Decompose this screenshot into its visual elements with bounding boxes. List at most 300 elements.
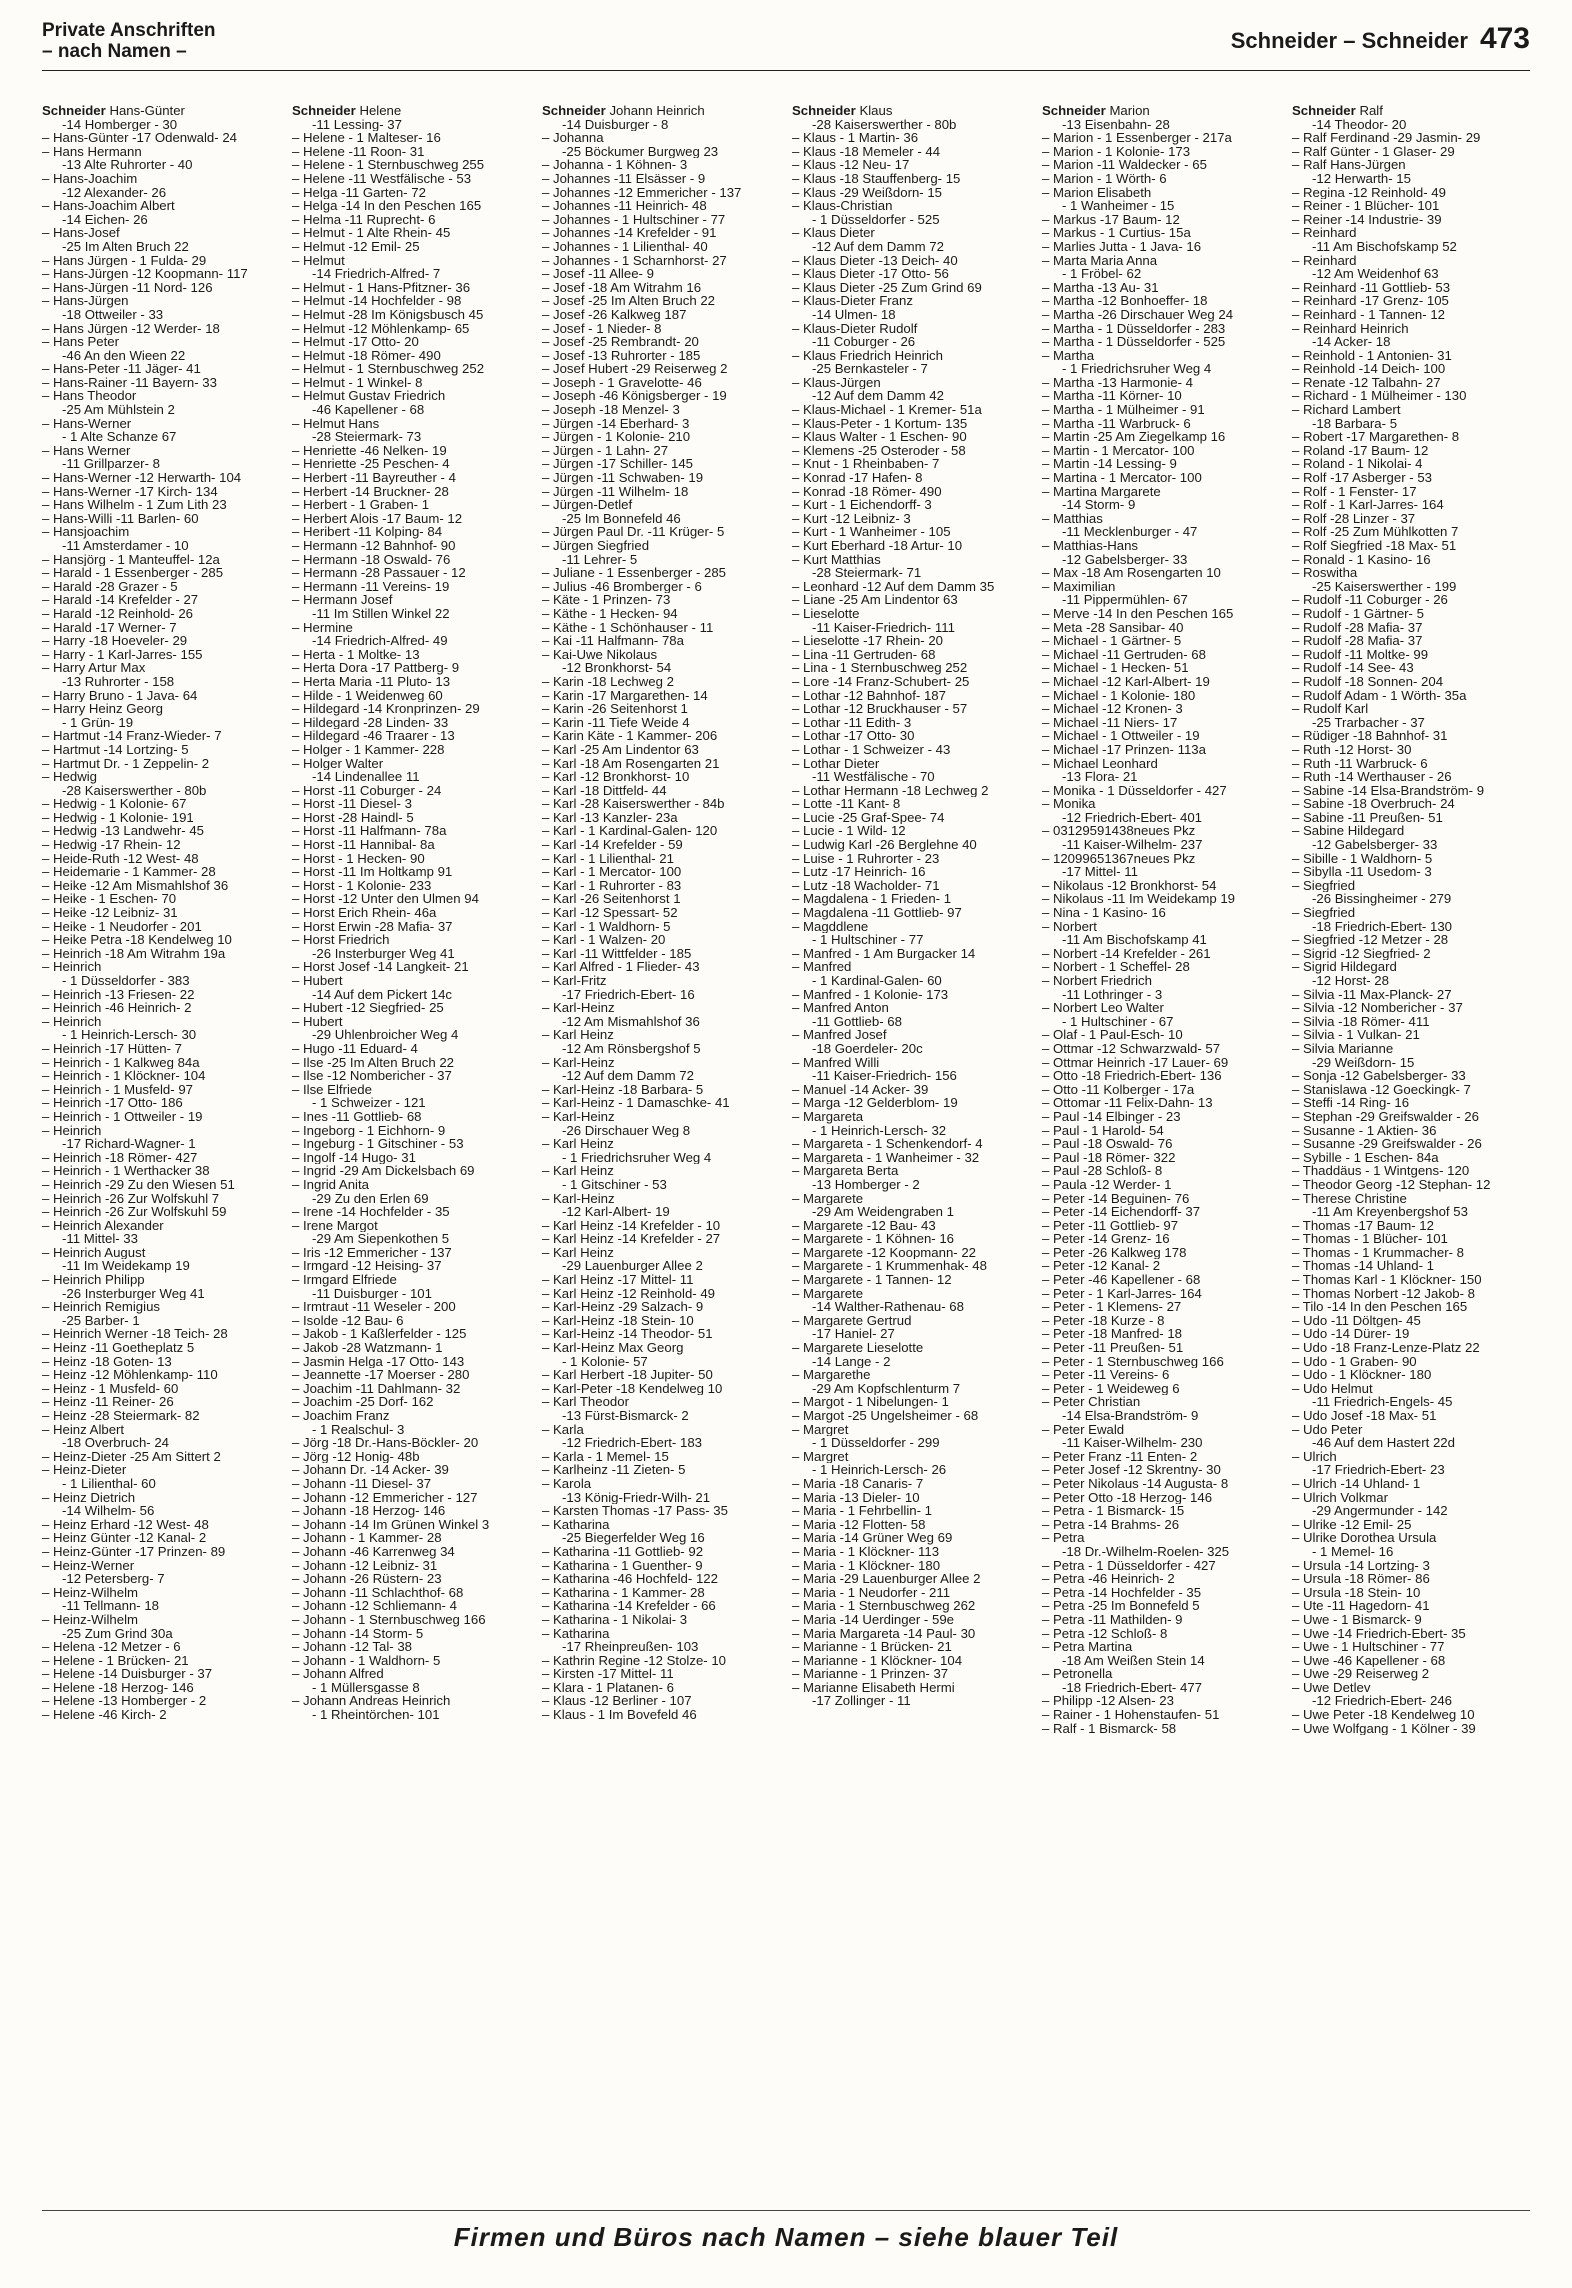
directory-entry: – Herbert - 1 Graben- 1 (292, 498, 430, 512)
directory-entry: -11 Mecklenburger - 47 (1062, 525, 1198, 539)
directory-entry: – Michael - 1 Kolonie- 180 (1042, 688, 1196, 703)
directory-entry: – Martha -13 Harmonie- 4 (1042, 375, 1193, 390)
header-divider (42, 70, 1530, 71)
directory-entry: -29 Angermunder - 142 (1312, 1504, 1448, 1518)
directory-entry: – Nina - 1 Kasino- 16 (1042, 906, 1166, 920)
directory-entry: – Peter -18 Kurze - 8 (1042, 1313, 1165, 1328)
directory-entry: – Karin -17 Margarethen- 14 (542, 688, 708, 703)
name-range: Schneider – Schneider (1230, 28, 1468, 53)
directory-entry: -12 Am Mismahlshof 36 (562, 1014, 700, 1029)
directory-entry: – Hans-Jürgen (42, 294, 129, 308)
directory-entry: -17 Friedrich-Ebert- 23 (1312, 1463, 1445, 1477)
directory-entry: – Hartmut -14 Lortzing- 5 (42, 742, 189, 757)
directory-entry: – Helmut Gustav Friedrich (292, 389, 446, 404)
directory-entry: – Sonja -12 Gabelsberger- 33 (1292, 1069, 1466, 1083)
directory-entry: – Sybille - 1 Eschen- 84a (1292, 1150, 1439, 1165)
directory-entry: – Johann -14 Im Grünen Winkel 3 (292, 1517, 490, 1532)
directory-entry: – Klaus-Michael - 1 Kremer- 51a (792, 403, 982, 417)
directory-entry: – Margarete - 1 Tannen- 12 (792, 1273, 952, 1287)
directory-entry: – Rolf - 1 Karl-Jarres- 164 (1292, 498, 1444, 512)
directory-entry: – Silvia -11 Max-Planck- 27 (1292, 987, 1452, 1002)
directory-entry: – Johann -14 Storm- 5 (292, 1626, 424, 1641)
directory-entry: – Lieselotte (792, 606, 860, 621)
directory-entry: – Ottomar -11 Felix-Dahn- 13 (1042, 1096, 1213, 1110)
directory-entry: -13 König-Friedr-Wilh- 21 (562, 1490, 711, 1505)
directory-entry: – Matthias-Hans (1042, 539, 1139, 553)
directory-entry: -25 Biegerfelder Weg 16 (562, 1531, 705, 1545)
directory-entry: – Hans-Joachim (42, 171, 138, 186)
directory-entry: -11 Kaiser-Wilhelm- 237 (1062, 838, 1203, 852)
directory-entry: – Hermann Josef (292, 593, 393, 607)
directory-entry: – Horst -11 Hannibal- 8a (292, 838, 435, 852)
directory-entry: -28 Steiermark- 73 (312, 430, 422, 444)
directory-entry: – Josef -11 Allee- 9 (542, 267, 654, 281)
directory-entry: – Jörg -18 Dr.-Hans-Böckler- 20 (292, 1436, 479, 1450)
directory-entry: – Karl Heinz (542, 1245, 614, 1260)
surname: Schneider (542, 104, 606, 118)
directory-entry: – Isolde -12 Bau- 6 (292, 1313, 404, 1328)
directory-entry: – Rudolf Karl (1292, 702, 1369, 716)
directory-entry: – Maria -18 Canaris- 7 (792, 1476, 924, 1491)
directory-entry: – Ronald - 1 Kasino- 16 (1292, 552, 1431, 567)
directory-entry: – Lotte -11 Kant- 8 (792, 797, 901, 811)
directory-entry: – Heinz -28 Steiermark- 82 (42, 1409, 200, 1423)
directory-entry: – Petra -11 Mathilden- 9 (1042, 1612, 1183, 1627)
directory-entry: – Ruth -14 Werthauser - 26 (1292, 770, 1452, 784)
page-number: 473 (1479, 22, 1530, 55)
directory-columns (42, 104, 1530, 2204)
directory-entry: – Helene -13 Homberger - 2 (42, 1694, 207, 1709)
directory-entry: – Heike - 1 Neudorfer - 201 (42, 919, 202, 934)
directory-entry: -18 Friedrich-Ebert- 130 (1312, 919, 1452, 934)
directory-entry: – Karl - 1 Kardinal-Galen- 120 (542, 824, 718, 839)
directory-entry: – Johannes - 1 Lilienthal- 40 (542, 239, 708, 254)
directory-entry: – Marga -12 Gelderblom- 19 (792, 1096, 958, 1110)
directory-entry: – Luise - 1 Ruhrorter - 23 (792, 851, 940, 866)
directory-entry: – Michael - 1 Hecken- 51 (1042, 661, 1189, 675)
directory-entry: – Joachim -11 Dahlmann- 32 (292, 1381, 461, 1396)
directory-entry: – Lina - 1 Sternbuschweg 252 (792, 661, 968, 675)
directory-entry: – Karl - 1 Walzen- 20 (542, 933, 666, 947)
directory-entry: – Hedwig - 1 Kolonie- 191 (42, 810, 194, 825)
directory-entry: – Klaus -29 Weißdorn- 15 (792, 185, 943, 200)
directory-entry: - 1 Müllersgasse 8 (312, 1680, 420, 1695)
directory-entry: – Paula -12 Werder- 1 (1042, 1177, 1172, 1192)
directory-entry: – Thomas - 1 Blücher- 101 (1292, 1232, 1448, 1246)
directory-entry: – Heike -12 Leibniz- 31 (42, 906, 178, 920)
directory-entry: – Klaus-Peter - 1 Kortum- 135 (792, 416, 968, 431)
directory-entry: – Heinrich - 1 Musfeld- 97 (42, 1082, 193, 1097)
directory-entry: – Stanislawa -12 Goeckingk- 7 (1292, 1082, 1471, 1097)
directory-entry: – Reinhard - 1 Tannen- 12 (1292, 307, 1445, 322)
directory-entry: -11 Lessing- 37 (312, 117, 402, 132)
directory-entry: – Johannes -14 Krefelder - 91 (542, 226, 717, 240)
directory-entry: – Manfred - 1 Am Burgacker 14 (792, 946, 976, 961)
directory-entry: – Maria - 1 Fehrbellin- 1 (792, 1504, 932, 1518)
directory-entry: – Heike -12 Am Mismahlshof 36 (42, 878, 229, 893)
directory-entry: – Manfred Anton (792, 1001, 889, 1015)
directory-entry: – Helmut -12 Emil- 25 (292, 239, 420, 254)
directory-entry: -17 Zollinger - 11 (812, 1694, 911, 1709)
directory-entry: – Harald - 1 Essenberger - 285 (42, 566, 224, 580)
directory-entry: – Margareta - 1 Schenkendorf- 4 (792, 1137, 983, 1151)
directory-entry: – Herbert -14 Bruckner- 28 (292, 484, 449, 499)
directory-entry: – Petra -46 Heinrich- 2 (1042, 1572, 1175, 1586)
directory-entry: -25 Trarbacher - 37 (1312, 715, 1425, 730)
directory-entry: – Herta Dora -17 Pattberg- 9 (292, 661, 460, 675)
directory-entry: – Klaus -12 Berliner - 107 (542, 1694, 692, 1709)
directory-entry: – Karl Heinz (542, 1028, 614, 1042)
directory-entry: – Horst -11 Im Holtkamp 91 (292, 865, 453, 879)
directory-entry: – Michael -17 Prinzen- 113a (1042, 742, 1206, 757)
directory-entry: – Renate -12 Talbahn- 27 (1292, 375, 1441, 390)
directory-entry: – Hans-Peter -11 Jäger- 41 (42, 362, 201, 376)
directory-entry: – Hans Jürgen -12 Werder- 18 (42, 321, 220, 336)
directory-entry: – Udo Helmut (1292, 1381, 1373, 1396)
directory-entry: -25 Zum Grind 30a (62, 1626, 173, 1641)
directory-entry: -26 Bissingheimer - 279 (1312, 892, 1452, 907)
directory-entry: -11 Westfälische - 70 (812, 770, 935, 784)
directory-entry: -25 Am Mühlstein 2 (62, 403, 175, 417)
directory-entry: – Martha -11 Körner- 10 (1042, 389, 1182, 404)
directory-entry: – Margarete - 1 Köhnen- 16 (792, 1232, 955, 1246)
directory-entry: – Horst - 1 Hecken- 90 (292, 851, 425, 866)
directory-entry: – Klaus - 1 Im Bovefeld 46 (542, 1708, 697, 1722)
directory-entry: – Manfred Willi (792, 1055, 880, 1070)
directory-entry: – Reinhard -11 Gottlieb- 53 (1292, 280, 1451, 295)
directory-entry: – Ilse -25 Im Alten Bruch 22 (292, 1055, 454, 1070)
directory-entry: – Ralf Hans-Jürgen (1292, 158, 1406, 172)
directory-entry: – Heike - 1 Eschen- 70 (42, 892, 177, 907)
directory-entry: – Marta Maria Anna (1042, 253, 1158, 268)
directory-entry: – Magdalena -11 Gottlieb- 97 (792, 906, 962, 920)
directory-entry: – Sibille - 1 Waldhorn- 5 (1292, 851, 1433, 866)
directory-entry: – Ingolf -14 Hugo- 31 (292, 1150, 416, 1165)
directory-entry: – Kathrin Regine -12 Stolze- 10 (542, 1653, 727, 1668)
directory-entry: – Matthias (1042, 511, 1103, 526)
directory-entry: – Heinrich (42, 1123, 102, 1138)
directory-entry: – Richard Lambert (1292, 403, 1401, 417)
directory-entry: – Peter -18 Manfred- 18 (1042, 1327, 1183, 1342)
directory-entry: – Martha -11 Warbruck- 6 (1042, 416, 1191, 431)
directory-entry: – Peter Ewald (1042, 1422, 1125, 1437)
directory-entry: – Horst Erich Rhein- 46a (292, 906, 437, 920)
directory-entry: -17 Richard-Wagner- 1 (62, 1137, 196, 1151)
directory-entry: – Johannes -11 Elsässer - 9 (542, 171, 706, 186)
surname: Schneider (1292, 104, 1356, 118)
directory-entry: – Michael -12 Kronen- 3 (1042, 702, 1183, 716)
directory-entry: – Rudolf -11 Coburger - 26 (1292, 593, 1448, 607)
directory-entry: – Margarete -12 Bau- 43 (792, 1218, 936, 1233)
directory-entry: -29 Am Weidengraben 1 (812, 1205, 954, 1219)
directory-entry: – Reinhold -14 Deich- 100 (1292, 362, 1446, 376)
directory-entry: – Rudolf -14 See- 43 (1292, 661, 1414, 675)
directory-entry: – Peter -11 Vereins- 6 (1042, 1368, 1170, 1382)
directory-entry: - 1 Grün- 19 (62, 715, 134, 730)
directory-entry: – Johann -12 Leibniz- 31 (292, 1558, 438, 1573)
directory-entry: – Rudolf -28 Mafia- 37 (1292, 620, 1423, 635)
directory-entry: – Heinz - 1 Musfeld- 60 (42, 1381, 179, 1396)
directory-entry: – Karl -12 Spessart- 52 (542, 906, 678, 920)
directory-entry: – Marlies Jutta - 1 Java- 16 (1042, 239, 1202, 254)
directory-entry: – Udo -14 Dürer- 19 (1292, 1327, 1410, 1342)
directory-entry: -14 Friedrich-Alfred- 7 (312, 267, 441, 281)
directory-entry: – Irmgard -12 Heising- 37 (292, 1259, 442, 1274)
directory-entry: -11 Grillparzer- 8 (62, 457, 160, 472)
directory-entry: – Sabine -18 Overbruch- 24 (1292, 797, 1455, 811)
directory-entry: – Heinrich Alexander (42, 1218, 164, 1233)
directory-entry: – Horst Friedrich (292, 933, 390, 947)
directory-entry: – Rainer - 1 Hohenstaufen- 51 (1042, 1708, 1220, 1722)
directory-entry: – Heinrich - 1 Werthacker 38 (42, 1164, 210, 1178)
directory-entry: – Ralf Ferdinand -29 Jasmin- 29 (1292, 131, 1481, 145)
directory-entry: – Irmgard Elfriede (292, 1273, 397, 1287)
directory-entry: – Johann -12 Schliemann- 4 (292, 1599, 457, 1613)
directory-entry: -25 Im Alten Bruch 22 (62, 239, 189, 254)
directory-entry: – Thomas -17 Baum- 12 (1292, 1218, 1434, 1233)
directory-entry: – Karla (542, 1422, 584, 1437)
directory-entry: – Michael -11 Niers- 17 (1042, 715, 1178, 730)
directory-entry: – Hans Wilhelm - 1 Zum Lith 23 (42, 498, 227, 512)
directory-entry: -11 Duisburger - 101 (312, 1286, 432, 1301)
directory-entry: – Susanne - 1 Aktien- 36 (1292, 1123, 1437, 1138)
directory-entry: - 1 Alte Schanze 67 (62, 430, 177, 444)
directory-entry: – Karl - 1 Ruhrorter - 83 (542, 878, 682, 893)
directory-entry: -12 Friedrich-Ebert- 183 (562, 1436, 702, 1450)
directory-entry: – Paul -18 Römer- 322 (1042, 1150, 1176, 1165)
directory-entry: – Udo -11 Döltgen- 45 (1292, 1313, 1421, 1328)
directory-entry: – Michael - 1 Ottweiler - 19 (1042, 729, 1200, 743)
directory-entry: - 1 Realschul- 3 (312, 1422, 405, 1437)
directory-entry: – Johannes - 1 Hultschiner - 77 (542, 212, 726, 227)
directory-entry: – Johann -18 Herzog- 146 (292, 1504, 446, 1518)
directory-entry: -11 Im Weidekamp 19 (62, 1259, 190, 1274)
directory-entry: – Sabine -11 Preußen- 51 (1292, 810, 1443, 825)
directory-entry: – Hartmut -14 Franz-Wieder- 7 (42, 729, 222, 743)
directory-entry: – Peter - 1 Sternbuschweg 166 (1042, 1354, 1224, 1369)
directory-entry: – Johann -26 Rüstern- 23 (292, 1572, 442, 1586)
directory-entry: – Joseph -46 Königsberger - 19 (542, 389, 727, 404)
column-head-entry (1042, 104, 1280, 118)
directory-entry: – Jürgen Siegfried (542, 539, 650, 553)
directory-entry: -11 Am Bischofskamp 52 (1312, 239, 1457, 254)
directory-entry: -14 Ulmen- 18 (812, 307, 896, 322)
directory-entry: – Margot - 1 Nibelungen- 1 (792, 1395, 949, 1409)
directory-column (1292, 104, 1530, 2204)
directory-entry: – Petra -25 Im Bonnefeld 5 (1042, 1599, 1200, 1613)
directory-entry: – Horst -28 Haindl- 5 (292, 810, 414, 825)
directory-entry: – Karl-Heinz - 1 Damaschke- 41 (542, 1096, 730, 1110)
directory-entry: – Udo - 1 Klöckner- 180 (1292, 1368, 1432, 1382)
section-title-line1: Private Anschriften (42, 20, 216, 41)
surname: Schneider (792, 104, 856, 118)
directory-entry: – Lina -11 Gertruden- 68 (792, 647, 936, 662)
directory-entry: -12 Horst- 28 (1312, 974, 1389, 988)
directory-entry: – Helene - 1 Malteser- 16 (292, 131, 441, 145)
directory-entry: – Karl -25 Am Lindentor 63 (542, 742, 699, 757)
directory-entry: – Maria - 1 Klöckner- 113 (792, 1544, 940, 1559)
column-head-entry (1292, 104, 1530, 118)
directory-entry: – Heinz Günter -12 Kanal- 2 (42, 1531, 207, 1545)
directory-entry: – Hugo -11 Eduard- 4 (292, 1041, 418, 1056)
directory-entry: – Udo Josef -18 Max- 51 (1292, 1409, 1437, 1423)
directory-entry: – Petra - 1 Bismarck- 15 (1042, 1504, 1185, 1518)
directory-entry: – Helene -18 Herzog- 146 (42, 1680, 194, 1695)
directory-entry: – Ines -11 Gottlieb- 68 (292, 1109, 422, 1124)
directory-entry: – Marianne - 1 Prinzen- 37 (792, 1667, 949, 1681)
directory-entry: – Rolf Siegfried -18 Max- 51 (1292, 539, 1457, 553)
directory-entry: – Ulrich -14 Uhland- 1 (1292, 1476, 1421, 1491)
directory-entry: – Robert -17 Margarethen- 8 (1292, 430, 1460, 444)
directory-entry: – Petra (1042, 1531, 1085, 1545)
directory-entry: – Ursula -18 Römer- 86 (1292, 1572, 1430, 1586)
directory-entry: – Karl Theodor (542, 1395, 629, 1409)
directory-entry: – Harald -12 Reinhold- 26 (42, 606, 194, 621)
directory-entry: – Johann Dr. -14 Acker- 39 (292, 1463, 449, 1477)
directory-entry: – Theodor Georg -12 Stephan- 12 (1292, 1177, 1491, 1192)
directory-entry: – Harry Artur Max (42, 661, 146, 675)
directory-entry: – Martin -25 Am Ziegelkamp 16 (1042, 430, 1226, 444)
directory-entry: – Julius -46 Bromberger - 6 (542, 579, 702, 594)
directory-entry: – Heinz-Dieter (42, 1463, 127, 1477)
directory-entry: -12 Auf dem Damm 72 (562, 1069, 694, 1083)
directory-entry: – Markus -17 Baum- 12 (1042, 212, 1180, 227)
directory-entry: -11 Pippermühlen- 67 (1062, 593, 1188, 607)
directory-entry: – Margret (792, 1422, 849, 1437)
directory-entry: – Karl Heinz (542, 1164, 614, 1178)
directory-entry: -14 Theodor- 20 (1312, 117, 1407, 132)
first-name: Johann Heinrich (609, 104, 705, 118)
directory-entry: – Markus - 1 Curtius- 15a (1042, 226, 1191, 240)
directory-entry: – Karl Herbert -18 Jupiter- 50 (542, 1368, 713, 1382)
directory-entry: – Siegfried (1292, 878, 1356, 893)
directory-entry: – Herbert Alois -17 Baum- 12 (292, 511, 463, 526)
directory-entry: -17 Mittel- 11 (1062, 865, 1138, 879)
directory-entry: – Helmut -14 Hochfelder - 98 (292, 294, 462, 308)
directory-entry: – Helene -46 Kirch- 2 (42, 1708, 167, 1722)
directory-entry: – Hans-Joachim Albert (42, 199, 175, 213)
directory-entry: - 1 Gitschiner - 53 (562, 1177, 667, 1192)
directory-entry: – Michael -12 Karl-Albert- 19 (1042, 674, 1210, 689)
directory-entry: – Helena -12 Metzer - 6 (42, 1640, 181, 1654)
directory-entry: – Tilo -14 In den Peschen 165 (1292, 1300, 1468, 1314)
directory-entry: – Regina -12 Reinhold- 49 (1292, 185, 1446, 200)
directory-entry: – Margarete Gertrud (792, 1313, 912, 1328)
directory-entry: -18 Barbara- 5 (1312, 416, 1398, 431)
directory-entry: – Klemens -25 Osteroder - 58 (792, 443, 966, 458)
directory-entry: - 1 Düsseldorfer - 299 (812, 1436, 940, 1450)
directory-entry: – Monika - 1 Düsseldorfer - 427 (1042, 783, 1227, 798)
directory-entry: – Helmut -18 Römer- 490 (292, 348, 441, 363)
directory-entry: – Karin -11 Tiefe Weide 4 (542, 715, 690, 730)
directory-entry: – Jasmin Helga -17 Otto- 143 (292, 1354, 465, 1369)
directory-entry: – Marianne - 1 Brücken- 21 (792, 1640, 952, 1654)
directory-entry: - 1 Heinrich-Lersch- 26 (812, 1463, 947, 1477)
directory-entry: – 12099651367neues Pkz (1042, 851, 1196, 866)
directory-entry: – Uwe - 1 Bismarck- 9 (1292, 1612, 1422, 1627)
directory-entry: – Helene - 1 Sternbuschweg 255 (292, 158, 485, 172)
directory-entry: – Karl -18 Am Rosengarten 21 (542, 756, 720, 771)
directory-entry: – Lore -14 Franz-Schubert- 25 (792, 674, 970, 689)
directory-entry: – Karlheinz -11 Zieten- 5 (542, 1463, 686, 1477)
directory-entry: – Karl - 1 Mercator- 100 (542, 865, 682, 879)
directory-entry: -14 Lange - 2 (812, 1354, 891, 1369)
directory-entry: – Maria - 1 Sternbuschweg 262 (792, 1599, 976, 1613)
directory-entry: – Klaus Walter - 1 Eschen- 90 (792, 430, 967, 444)
directory-entry: – Henriette -46 Nelken- 19 (292, 443, 447, 458)
directory-entry: – Johann -11 Diesel- 37 (292, 1476, 432, 1491)
directory-entry: – Ute -11 Hagedorn- 41 (1292, 1599, 1430, 1613)
directory-entry: – Herbert -11 Bayreuther - 4 (292, 471, 456, 485)
directory-entry: – Heide-Ruth -12 West- 48 (42, 851, 199, 866)
directory-entry: – Klaus Dieter -17 Otto- 56 (792, 267, 949, 281)
directory-entry: – Peter Franz -11 Enten- 2 (1042, 1449, 1198, 1464)
directory-entry: – Johann -12 Tal- 38 (292, 1640, 412, 1654)
directory-entry: – Horst Erwin -28 Mafia- 37 (292, 919, 453, 934)
directory-entry: – Jeannette -17 Moerser - 280 (292, 1368, 470, 1382)
directory-entry: -28 Kaiserswerther - 80b (62, 783, 207, 798)
directory-entry: – Kurt -12 Leibniz- 3 (792, 511, 911, 526)
surname: Schneider (292, 104, 356, 118)
directory-entry: – Karl Heinz (542, 1137, 614, 1151)
directory-entry: – Norbert -14 Krefelder - 261 (1042, 946, 1211, 961)
directory-entry: – Petra -14 Hochfelder - 35 (1042, 1585, 1202, 1600)
directory-entry: – Peter -11 Preußen- 51 (1042, 1341, 1184, 1355)
directory-entry: – Peter -14 Grenz- 16 (1042, 1232, 1170, 1246)
directory-entry: -11 Am Bischofskamp 41 (1062, 933, 1207, 947)
directory-entry: – Paul -18 Oswald- 76 (1042, 1137, 1173, 1151)
page-range (1231, 22, 1530, 56)
directory-entry: – Helmut -12 Möhlenkamp- 65 (292, 321, 470, 336)
directory-entry: – Joachim Franz (292, 1409, 390, 1423)
directory-entry: – Udo -18 Franz-Lenze-Platz 22 (1292, 1341, 1480, 1355)
directory-entry: -14 Auf dem Pickert 14c (312, 987, 453, 1002)
directory-entry: – Manfred (792, 960, 852, 974)
directory-entry: – Olaf - 1 Paul-Esch- 10 (1042, 1028, 1183, 1042)
directory-entry: – Karla - 1 Memel- 15 (542, 1449, 669, 1464)
directory-entry: – Joachim -25 Dorf- 162 (292, 1395, 434, 1409)
directory-entry: – Rudolf -11 Moltke- 99 (1292, 647, 1429, 662)
directory-entry: – Margot -25 Ungelsheimer - 68 (792, 1409, 979, 1423)
directory-entry: – Lothar -12 Bruckhauser - 57 (792, 702, 968, 716)
directory-entry: – Ingrid Anita (292, 1177, 369, 1192)
first-name: Hans-Günter (109, 104, 185, 118)
directory-entry: – Reinhard (1292, 226, 1357, 240)
directory-entry: -13 Ruhrorter - 158 (62, 674, 175, 689)
directory-entry: -12 Friedrich-Ebert- 246 (1312, 1694, 1452, 1709)
directory-entry: – Martha - 1 Düsseldorfer - 283 (1042, 321, 1226, 336)
directory-entry: – Margarete - 1 Krummenhak- 48 (792, 1259, 987, 1274)
directory-entry: – Helmut - 1 Winkel- 8 (292, 375, 423, 390)
directory-entry: – Karl -26 Seitenhorst 1 (542, 892, 681, 907)
directory-entry: – Peter -26 Kalkweg 178 (1042, 1245, 1187, 1260)
directory-entry: – Jürgen -14 Eberhard- 3 (542, 416, 690, 431)
directory-entry: – Reinhold - 1 Antonien- 31 (1292, 348, 1452, 363)
directory-entry: – Karl-Heinz -29 Salzach- 9 (542, 1300, 704, 1314)
directory-entry: – Manfred - 1 Kolonie- 173 (792, 987, 949, 1002)
directory-entry: – Iris -12 Emmericher - 137 (292, 1245, 452, 1260)
directory-entry: – Heinrich -13 Friesen- 22 (42, 987, 195, 1002)
directory-entry: – Udo - 1 Graben- 90 (1292, 1354, 1417, 1369)
directory-entry: – Stephan -29 Greifswalder - 26 (1292, 1109, 1479, 1124)
directory-entry: – Rolf -17 Asberger - 53 (1292, 471, 1433, 485)
directory-entry: – Karl -14 Krefelder - 59 (542, 838, 683, 852)
directory-entry: – Margareta (792, 1109, 864, 1124)
first-name: Marion (1109, 104, 1150, 118)
directory-entry: – Karl Heinz -12 Reinhold- 49 (542, 1286, 715, 1301)
section-title (42, 20, 216, 62)
directory-entry: – Margareta - 1 Wanheimer - 32 (792, 1150, 980, 1165)
